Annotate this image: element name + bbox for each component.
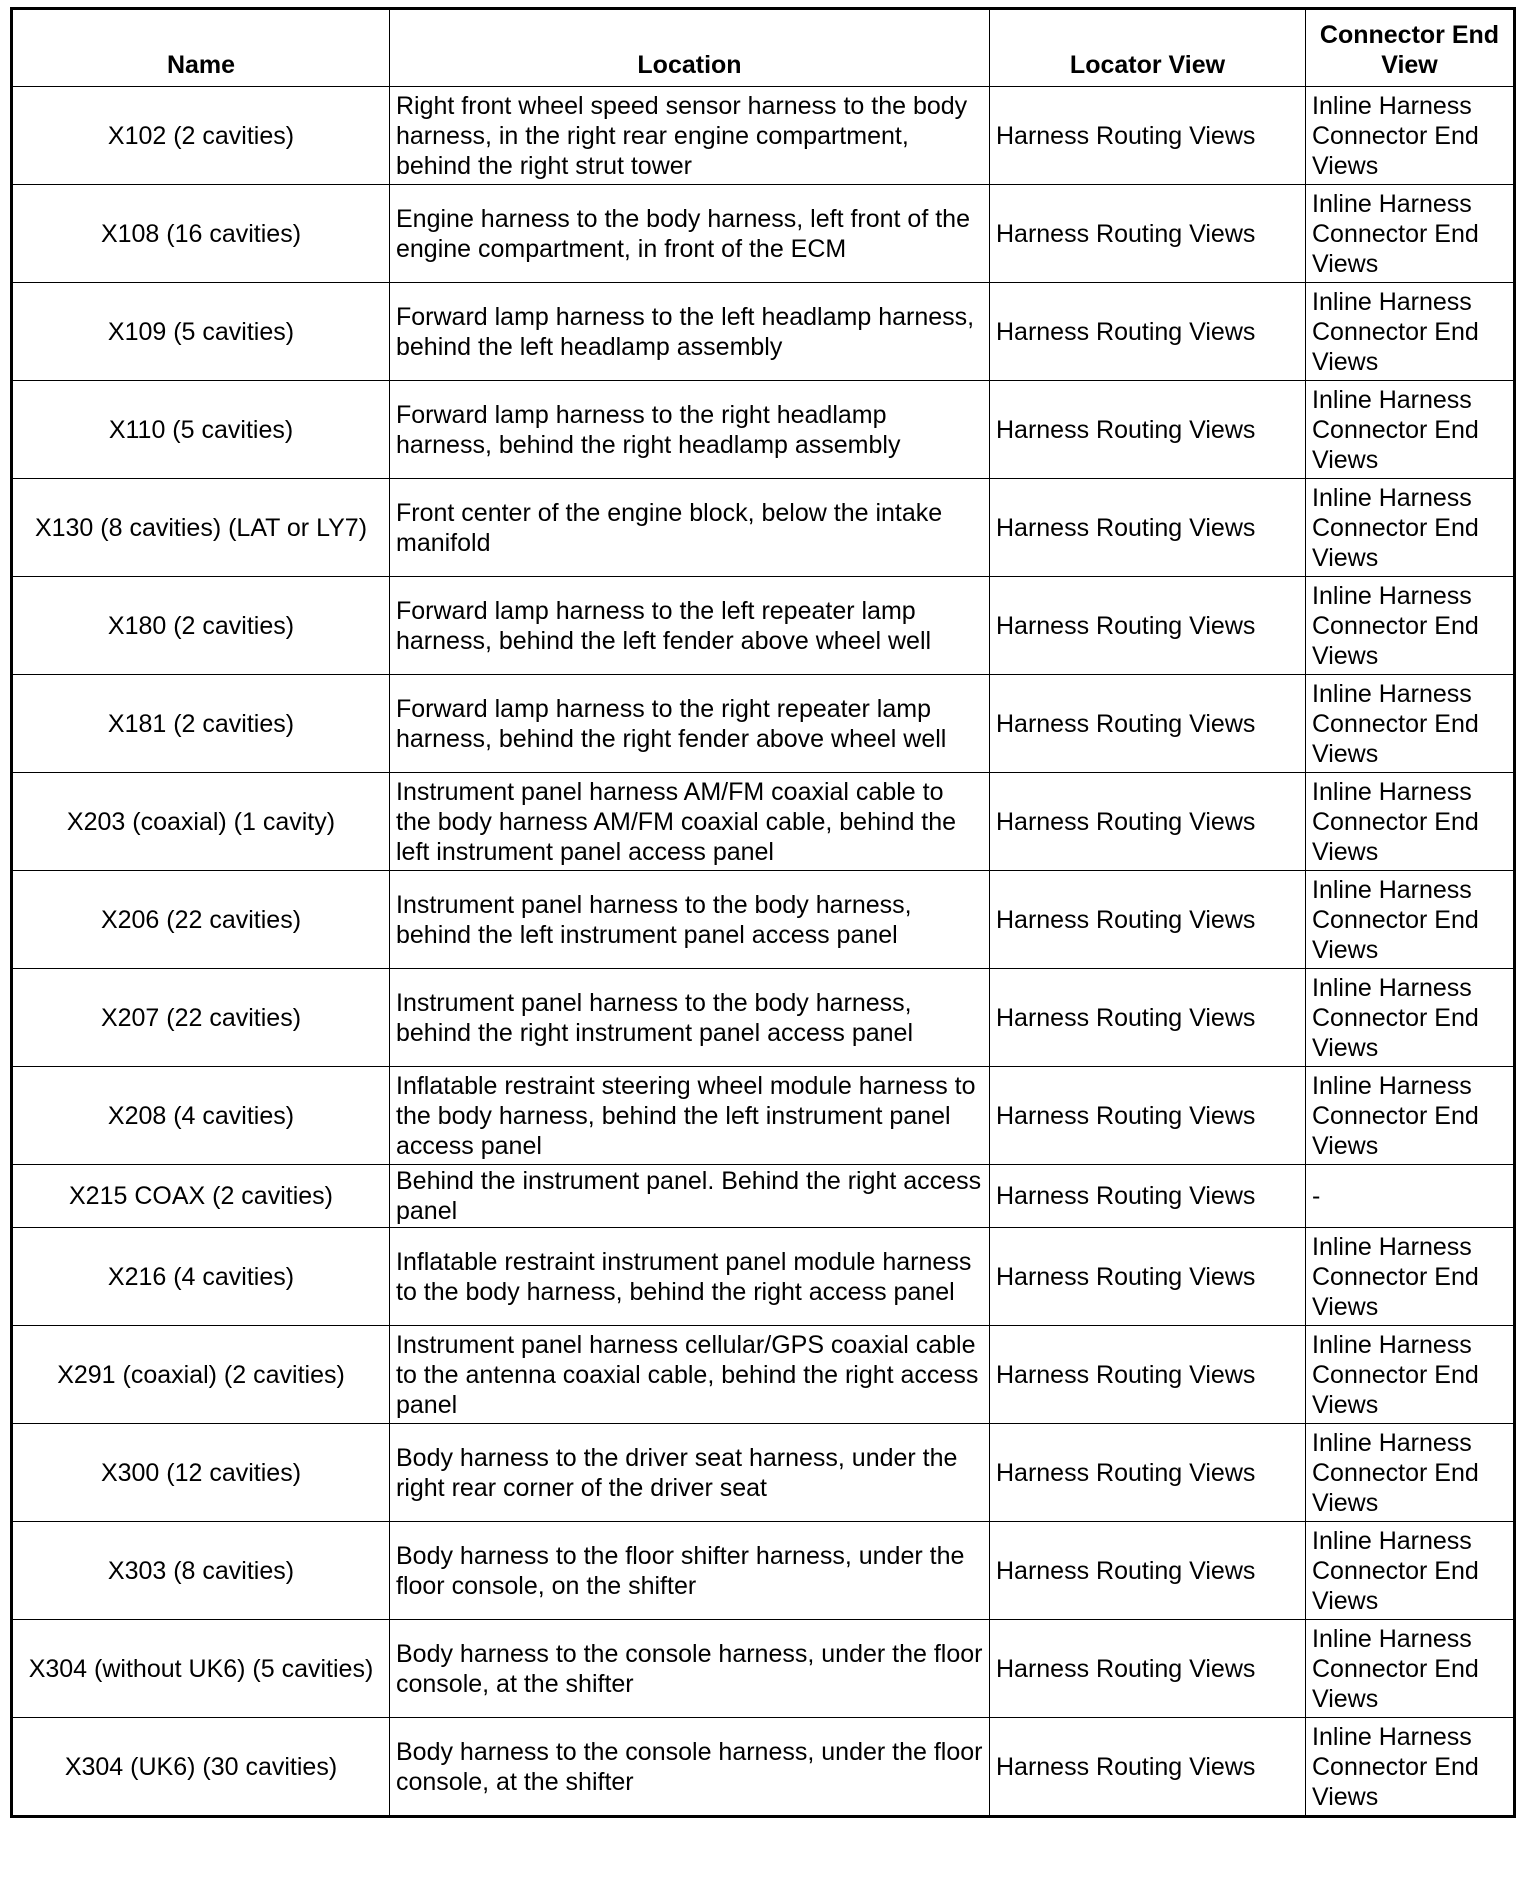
connector-end-view-link[interactable]: Inline Harness Connector End Views bbox=[1306, 871, 1515, 969]
connector-end-view-link[interactable]: Inline Harness Connector End Views bbox=[1306, 185, 1515, 283]
locator-view-link[interactable]: Harness Routing Views bbox=[990, 1228, 1306, 1326]
connector-name: X208 (4 cavities) bbox=[12, 1067, 390, 1165]
connector-end-view-link[interactable]: Inline Harness Connector End Views bbox=[1306, 675, 1515, 773]
connector-name: X109 (5 cavities) bbox=[12, 283, 390, 381]
connector-location: Body harness to the floor shifter harness, under the floor console, on the shifter bbox=[390, 1522, 990, 1620]
locator-view-link[interactable]: Harness Routing Views bbox=[990, 87, 1306, 185]
connector-location: Forward lamp harness to the right headlamp harness, behind the right headlamp assembly bbox=[390, 381, 990, 479]
connector-end-view-link[interactable]: Inline Harness Connector End Views bbox=[1306, 1620, 1515, 1718]
connector-end-view-link[interactable]: Inline Harness Connector End Views bbox=[1306, 1718, 1515, 1817]
header-locator-view: Locator View bbox=[990, 9, 1306, 87]
table-header-row bbox=[12, 9, 1515, 87]
connector-location: Front center of the engine block, below the intake manifold bbox=[390, 479, 990, 577]
locator-view-link[interactable]: Harness Routing Views bbox=[990, 1165, 1306, 1228]
connector-location: Engine harness to the body harness, left front of the engine compartment, in front of the ECM bbox=[390, 185, 990, 283]
connector-name: X215 COAX (2 cavities) bbox=[12, 1165, 390, 1228]
locator-view-link[interactable]: Harness Routing Views bbox=[990, 185, 1306, 283]
connector-location: Inflatable restraint instrument panel module harness to the body harness, behind the right access panel bbox=[390, 1228, 990, 1326]
table-row bbox=[12, 675, 1515, 773]
connector-table-container bbox=[10, 7, 1513, 1818]
table-row bbox=[12, 87, 1515, 185]
connector-name: X206 (22 cavities) bbox=[12, 871, 390, 969]
table-row bbox=[12, 1067, 1515, 1165]
connector-end-view-link[interactable]: Inline Harness Connector End Views bbox=[1306, 381, 1515, 479]
table-row bbox=[12, 283, 1515, 381]
connector-location: Right front wheel speed sensor harness to the body harness, in the right rear engine compartment, behind the right strut tower bbox=[390, 87, 990, 185]
connector-location: Instrument panel harness to the body harness, behind the left instrument panel access panel bbox=[390, 871, 990, 969]
connector-end-view-link[interactable]: Inline Harness Connector End Views bbox=[1306, 969, 1515, 1067]
locator-view-link[interactable]: Harness Routing Views bbox=[990, 1424, 1306, 1522]
connector-name: X207 (22 cavities) bbox=[12, 969, 390, 1067]
table-row bbox=[12, 185, 1515, 283]
connector-location: Body harness to the console harness, under the floor console, at the shifter bbox=[390, 1718, 990, 1817]
table-row bbox=[12, 871, 1515, 969]
connector-location: Body harness to the driver seat harness, under the right rear corner of the driver seat bbox=[390, 1424, 990, 1522]
table-row bbox=[12, 1165, 1515, 1228]
connector-end-view-link[interactable]: Inline Harness Connector End Views bbox=[1306, 577, 1515, 675]
connector-name: X102 (2 cavities) bbox=[12, 87, 390, 185]
locator-view-link[interactable]: Harness Routing Views bbox=[990, 675, 1306, 773]
locator-view-link[interactable]: Harness Routing Views bbox=[990, 479, 1306, 577]
table-row bbox=[12, 773, 1515, 871]
locator-view-link[interactable]: Harness Routing Views bbox=[990, 1522, 1306, 1620]
connector-location: Behind the instrument panel. Behind the right access panel bbox=[390, 1165, 990, 1228]
table-row bbox=[12, 577, 1515, 675]
table-row bbox=[12, 969, 1515, 1067]
connector-end-view-link[interactable]: Inline Harness Connector End Views bbox=[1306, 1067, 1515, 1165]
connector-name: X130 (8 cavities) (LAT or LY7) bbox=[12, 479, 390, 577]
header-location: Location bbox=[390, 9, 990, 87]
connector-name: X181 (2 cavities) bbox=[12, 675, 390, 773]
connector-end-view-link[interactable]: Inline Harness Connector End Views bbox=[1306, 1424, 1515, 1522]
connector-end-view-link[interactable]: Inline Harness Connector End Views bbox=[1306, 1228, 1515, 1326]
connector-end-view-link[interactable]: Inline Harness Connector End Views bbox=[1306, 283, 1515, 381]
connector-end-view-value: - bbox=[1306, 1165, 1515, 1228]
table-row bbox=[12, 1620, 1515, 1718]
connector-name: X300 (12 cavities) bbox=[12, 1424, 390, 1522]
connector-name: X203 (coaxial) (1 cavity) bbox=[12, 773, 390, 871]
connector-end-view-link[interactable]: Inline Harness Connector End Views bbox=[1306, 1522, 1515, 1620]
locator-view-link[interactable]: Harness Routing Views bbox=[990, 1067, 1306, 1165]
connector-name: X110 (5 cavities) bbox=[12, 381, 390, 479]
connector-location: Body harness to the console harness, under the floor console, at the shifter bbox=[390, 1620, 990, 1718]
connector-location: Inflatable restraint steering wheel module harness to the body harness, behind the left instrument panel access panel bbox=[390, 1067, 990, 1165]
locator-view-link[interactable]: Harness Routing Views bbox=[990, 969, 1306, 1067]
locator-view-link[interactable]: Harness Routing Views bbox=[990, 577, 1306, 675]
table-row bbox=[12, 381, 1515, 479]
connector-end-view-link[interactable]: Inline Harness Connector End Views bbox=[1306, 1326, 1515, 1424]
locator-view-link[interactable]: Harness Routing Views bbox=[990, 283, 1306, 381]
connector-name: X304 (UK6) (30 cavities) bbox=[12, 1718, 390, 1817]
connector-name: X180 (2 cavities) bbox=[12, 577, 390, 675]
header-connector-end-view: Connector End View bbox=[1306, 9, 1515, 87]
connector-end-view-link[interactable]: Inline Harness Connector End Views bbox=[1306, 773, 1515, 871]
locator-view-link[interactable]: Harness Routing Views bbox=[990, 381, 1306, 479]
connector-name: X291 (coaxial) (2 cavities) bbox=[12, 1326, 390, 1424]
connector-location: Forward lamp harness to the left repeater lamp harness, behind the left fender above wheel well bbox=[390, 577, 990, 675]
locator-view-link[interactable]: Harness Routing Views bbox=[990, 1718, 1306, 1817]
connector-end-view-link[interactable]: Inline Harness Connector End Views bbox=[1306, 87, 1515, 185]
table-row bbox=[12, 1228, 1515, 1326]
connector-name: X304 (without UK6) (5 cavities) bbox=[12, 1620, 390, 1718]
connector-location: Forward lamp harness to the left headlamp harness, behind the left headlamp assembly bbox=[390, 283, 990, 381]
connector-location: Forward lamp harness to the right repeater lamp harness, behind the right fender above wheel well bbox=[390, 675, 990, 773]
table-row bbox=[12, 1718, 1515, 1817]
table-row bbox=[12, 1326, 1515, 1424]
header-name: Name bbox=[12, 9, 390, 87]
table-row bbox=[12, 479, 1515, 577]
locator-view-link[interactable]: Harness Routing Views bbox=[990, 1620, 1306, 1718]
connector-name: X303 (8 cavities) bbox=[12, 1522, 390, 1620]
connector-end-view-link[interactable]: Inline Harness Connector End Views bbox=[1306, 479, 1515, 577]
locator-view-link[interactable]: Harness Routing Views bbox=[990, 871, 1306, 969]
table-row bbox=[12, 1522, 1515, 1620]
locator-view-link[interactable]: Harness Routing Views bbox=[990, 1326, 1306, 1424]
connector-location: Instrument panel harness to the body harness, behind the right instrument panel access panel bbox=[390, 969, 990, 1067]
locator-view-link[interactable]: Harness Routing Views bbox=[990, 773, 1306, 871]
connector-table bbox=[10, 7, 1516, 1818]
connector-location: Instrument panel harness cellular/GPS coaxial cable to the antenna coaxial cable, behind the right access panel bbox=[390, 1326, 990, 1424]
table-row bbox=[12, 1424, 1515, 1522]
connector-name: X108 (16 cavities) bbox=[12, 185, 390, 283]
connector-location: Instrument panel harness AM/FM coaxial cable to the body harness AM/FM coaxial cable, behind the left instrument panel access panel bbox=[390, 773, 990, 871]
connector-name: X216 (4 cavities) bbox=[12, 1228, 390, 1326]
